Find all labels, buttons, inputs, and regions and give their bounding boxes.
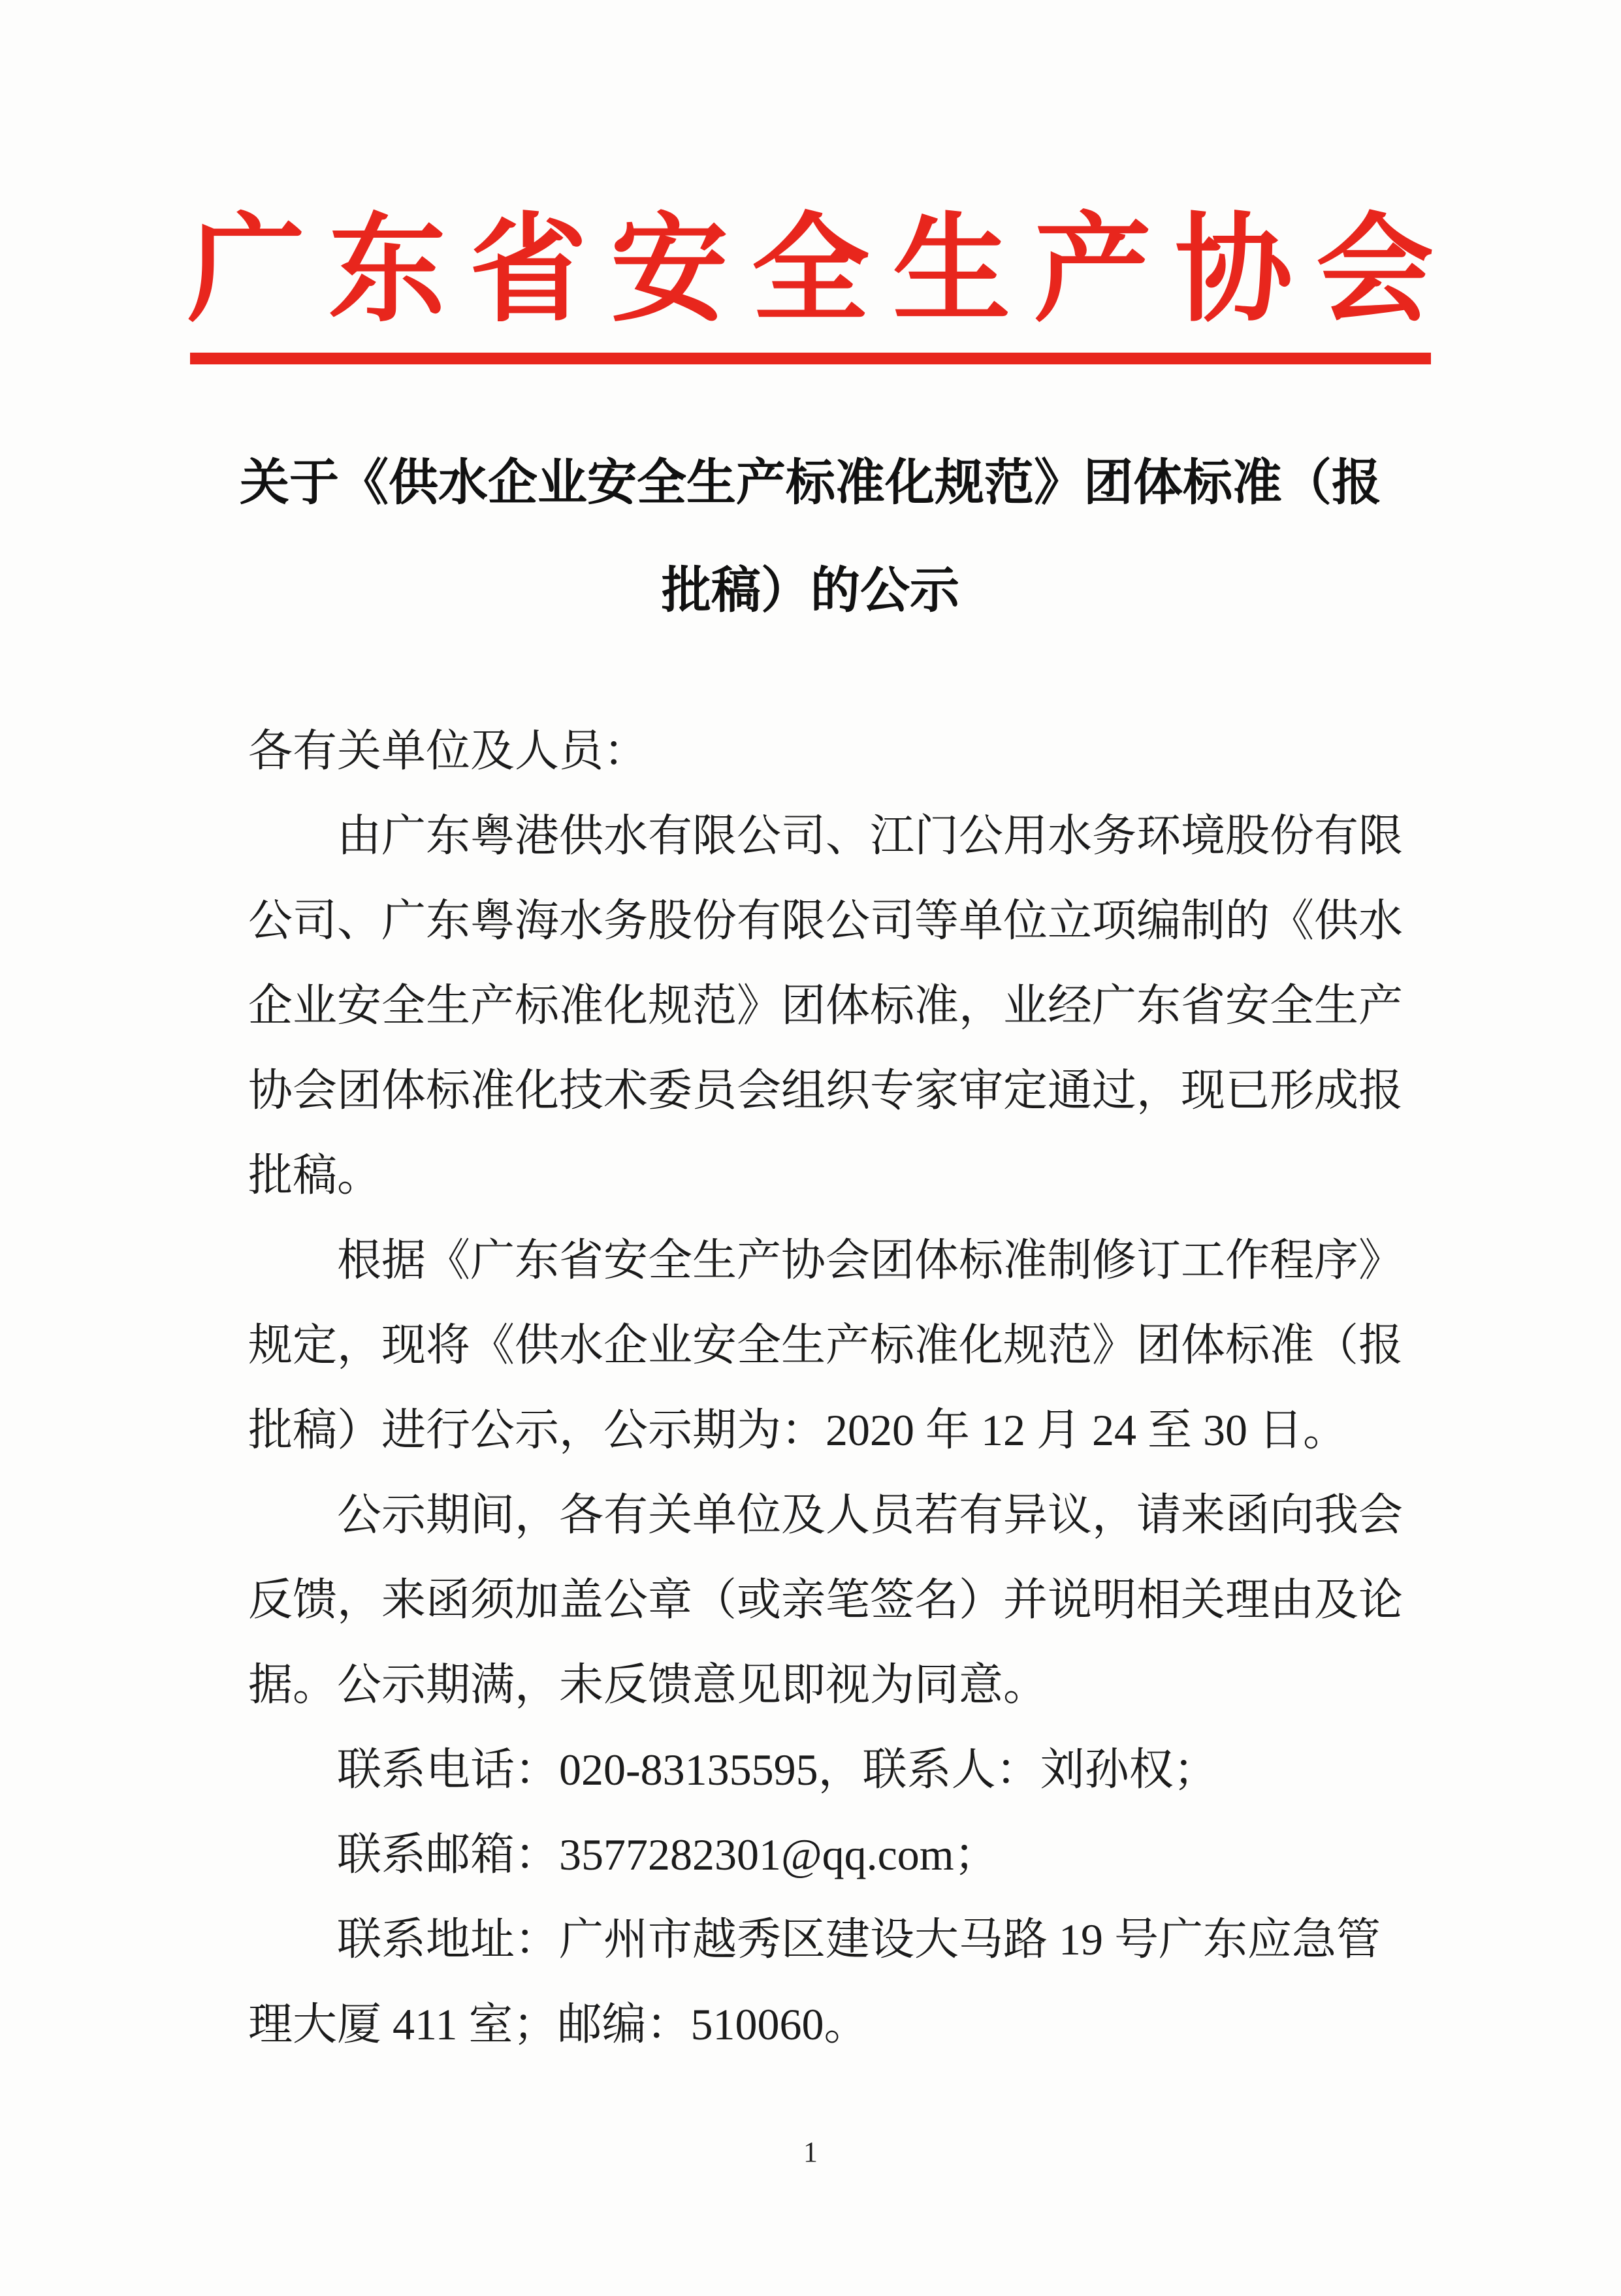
contact-address-line2: 理大厦 411 室；邮编：510060。 (248, 2000, 869, 2049)
letterhead-divider-rule (190, 353, 1431, 364)
letterhead (0, 0, 1621, 364)
document-title-line-1: 关于《供水企业安全生产标准化规范》团体标准（报 (240, 456, 1381, 511)
para2-line3: 批稿）进行公示，公示期为：2020 年 12 月 24 至 30 日。 (248, 1405, 1348, 1455)
para2-line2: 规定，现将《供水企业安全生产标准化规范》团体标准（报 (248, 1320, 1404, 1370)
document-title (0, 430, 1621, 645)
contact-phone-line: 联系电话：020-83135595，联系人：刘孙权； (337, 1745, 1218, 1794)
document-body (0, 709, 1621, 2067)
para1-line3: 企业安全生产标准化规范》团体标准，业经广东省安全生产 (248, 981, 1404, 1030)
para3-line2: 反馈，来函须加盖公章（或亲笔签名）并说明相关理由及论 (248, 1575, 1404, 1625)
para1-line4: 协会团体标准化技术委员会组织专家审定通过，现已形成报 (248, 1066, 1404, 1115)
salutation: 各有关单位及人员： (248, 726, 649, 776)
para2-line1: 根据《广东省安全生产协会团体标准制修订工作程序》 (337, 1236, 1404, 1285)
page-number: 1 (803, 2136, 818, 2168)
letterhead-org-name: 广东省安全生产协会 (187, 206, 1457, 336)
para1-line1: 由广东粤港供水有限公司、江门公用水务环境股份有限 (337, 811, 1404, 861)
contact-email-line: 联系邮箱：3577282301@qq.com； (337, 1830, 999, 1879)
para1-line2: 公司、广东粤海水务股份有限公司等单位立项编制的《供水 (248, 896, 1404, 946)
para3-line3: 据。公示期满，未反馈意见即视为同意。 (248, 1660, 1048, 1710)
para3-line1: 公示期间，各有关单位及人员若有异议，请来函向我会 (337, 1490, 1404, 1540)
para1-line5: 批稿。 (248, 1151, 382, 1200)
contact-address-line1: 联系地址：广州市越秀区建设大马路 19 号广东应急管 (337, 1915, 1381, 1964)
document-title-line-2: 批稿）的公示 (662, 564, 959, 618)
